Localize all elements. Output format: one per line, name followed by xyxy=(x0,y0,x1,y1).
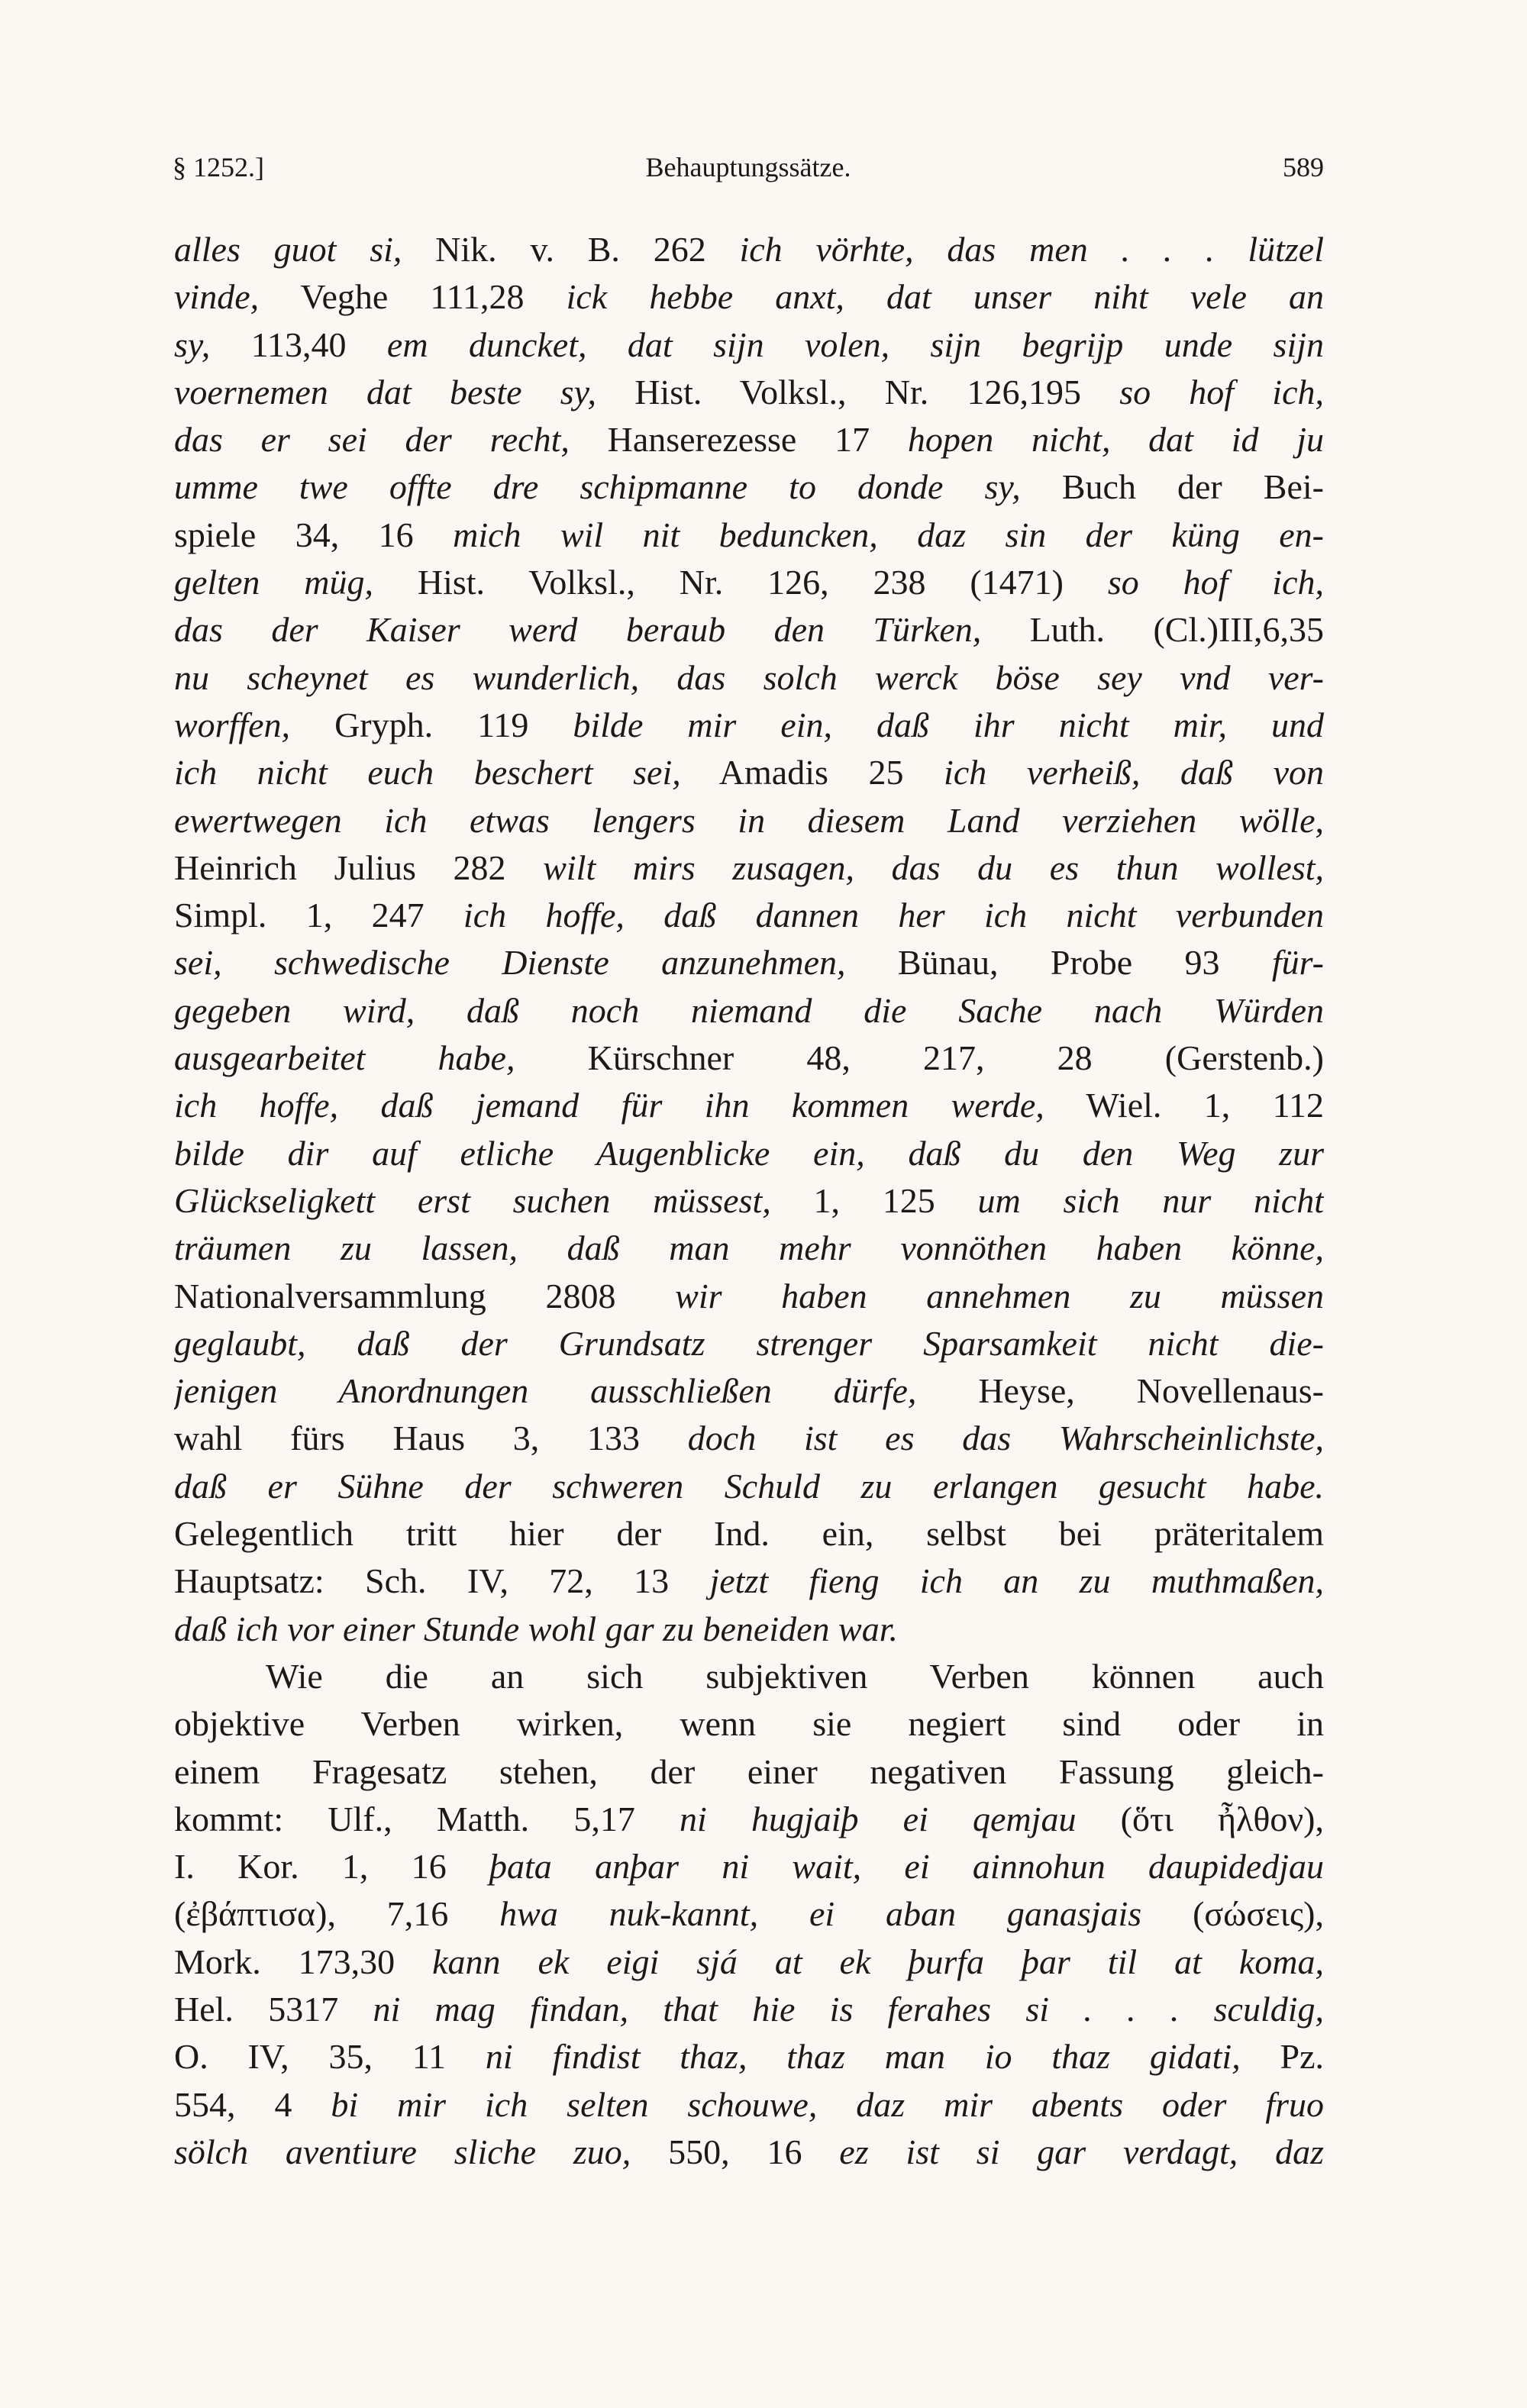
text-line xyxy=(174,987,1324,1035)
roman-text: Amadis 25 xyxy=(680,753,944,792)
italic-quotation: daß ich vor einer Stunde wohl gar zu beneiden war. xyxy=(174,1609,899,1648)
text-line xyxy=(174,1748,1324,1796)
italic-quotation: doch ist es das Wahrscheinlichste, xyxy=(687,1419,1324,1458)
roman-text: Gryph. 119 xyxy=(290,705,573,744)
roman-text: Kürschner 48, 217, 28 (Gerstenb.) xyxy=(515,1038,1324,1078)
text-line xyxy=(174,1700,1324,1748)
text-line xyxy=(174,1367,1324,1415)
roman-text: Pz. xyxy=(1240,2037,1324,2077)
roman-text: Nationalversammlung 2808 xyxy=(174,1276,676,1315)
roman-text: Hist. Volksl., Nr. 126,195 xyxy=(596,372,1120,412)
italic-quotation: ez ist si gar verdagt, daz xyxy=(839,2132,1324,2171)
roman-text: kommt: Ulf., Matth. 5,17 xyxy=(174,1799,680,1838)
roman-text: Bünau, Probe 93 xyxy=(845,943,1272,983)
italic-quotation: ewertwegen ich etwas lengers in diesem Land verziehen wölle, xyxy=(174,800,1324,840)
roman-text: Wie die an sich subjektiven Verben können auch xyxy=(266,1656,1324,1696)
roman-text: Hauptsatz: Sch. IV, 72, 13 xyxy=(174,1561,710,1601)
text-line xyxy=(174,1225,1324,1272)
roman-text: 554, 4 xyxy=(174,2084,331,2124)
body-text xyxy=(174,226,1324,2176)
text-line xyxy=(174,939,1324,986)
roman-text: Nik. v. B. 262 xyxy=(402,230,740,269)
roman-text: Hanserezesse 17 xyxy=(569,420,908,460)
running-title: Behauptungssätze. xyxy=(645,152,851,182)
italic-quotation: daß er Sühne der schweren Schuld zu erlangen gesucht habe. xyxy=(174,1466,1324,1506)
roman-text: Hel. 5317 xyxy=(174,1989,373,2029)
roman-text: einem Fragesatz stehen, der einer negativen Fassung gleich- xyxy=(174,1751,1324,1791)
text-line xyxy=(174,1557,1324,1605)
italic-quotation: worffen, xyxy=(174,705,291,744)
italic-quotation: träumen zu lassen, daß man mehr vonnöthen haben könne, xyxy=(174,1228,1324,1268)
italic-quotation: alles guot si, xyxy=(174,230,402,269)
text-line xyxy=(174,1890,1324,1938)
italic-quotation: Glückseligkett erst suchen müssest, xyxy=(174,1180,771,1220)
roman-text: (ἐβάπτισα), 7,16 xyxy=(174,1894,500,1934)
roman-text: Hist. Volksl., Nr. 126, 238 (1471) xyxy=(373,563,1108,602)
page-number: 589 xyxy=(1283,152,1324,182)
italic-quotation: bilde dir auf etliche Augenblicke ein, daß du den Weg zur xyxy=(174,1133,1324,1173)
italic-quotation: em duncket, dat sijn volen, sijn begrijp unde sijn xyxy=(386,324,1324,364)
italic-quotation: wilt mirs zusagen, das du es thun wollest, xyxy=(543,847,1324,887)
text-line xyxy=(174,1035,1324,1082)
text-line xyxy=(174,559,1324,606)
text-line xyxy=(174,606,1324,654)
roman-text: I. Kor. 1, 16 xyxy=(174,1847,490,1887)
text-line xyxy=(174,1273,1324,1320)
italic-quotation: gelten müg, xyxy=(174,563,373,602)
italic-quotation: nu scheynet es wunderlich, das solch werck böse sey vnd ver- xyxy=(174,657,1324,697)
italic-quotation: geglaubt, daß der Grundsatz strenger Sparsamkeit nicht die- xyxy=(174,1323,1324,1363)
italic-quotation: ich nicht euch beschert sei, xyxy=(174,753,681,792)
italic-quotation: jetzt fieng ich an zu muthmaßen, xyxy=(709,1561,1324,1601)
italic-quotation: das der Kaiser werd beraub den Türken, xyxy=(174,610,982,650)
italic-quotation: bi mir ich selten schouwe, daz mir abents oder fruo xyxy=(331,2084,1324,2124)
text-line xyxy=(174,2033,1324,2080)
italic-quotation: ich verheiß, daß von xyxy=(944,753,1324,792)
roman-text: 550, 16 xyxy=(631,2132,840,2171)
roman-text: wahl fürs Haus 3, 133 xyxy=(174,1419,688,1458)
roman-text: Veghe 111,28 xyxy=(259,277,567,317)
italic-quotation: ausgearbeitet habe, xyxy=(174,1038,515,1078)
text-line xyxy=(174,1938,1324,1986)
italic-quotation: hopen nicht, dat id ju xyxy=(907,420,1324,460)
text-line xyxy=(174,273,1324,321)
roman-text: Wiel. 1, 112 xyxy=(1044,1086,1324,1125)
text-line xyxy=(174,1130,1324,1177)
italic-quotation: für- xyxy=(1271,943,1324,983)
italic-quotation: um sich nur nicht xyxy=(977,1180,1324,1220)
italic-quotation: umme twe offte dre schipmanne to donde sy, xyxy=(174,467,1021,507)
italic-quotation: vinde, xyxy=(174,277,260,317)
italic-quotation: sölch aventiure sliche zuo, xyxy=(174,2132,631,2171)
text-line xyxy=(174,1415,1324,1462)
text-line xyxy=(174,1796,1324,1843)
italic-quotation: ich hoffe, daß dannen her ich nicht verbunden xyxy=(463,896,1324,935)
text-line xyxy=(174,1653,1324,1700)
italic-quotation: ick hebbe anxt, dat unser niht vele an xyxy=(566,277,1324,317)
text-line xyxy=(174,797,1324,844)
roman-text: (ὅτι ἦλθον), xyxy=(1076,1799,1324,1838)
text-line xyxy=(174,1177,1324,1225)
italic-quotation: das er sei der recht, xyxy=(174,420,570,460)
text-line xyxy=(174,702,1324,749)
italic-quotation: ni mag findan, that hie is ferahes si . . . sculdig, xyxy=(373,1989,1324,2029)
italic-quotation: ich vörhte, das men . . . lützel xyxy=(739,230,1324,269)
roman-text: Mork. 173,30 xyxy=(174,1942,433,1981)
text-line xyxy=(174,1986,1324,2033)
italic-quotation: gegeben wird, daß noch niemand die Sache nach Würden xyxy=(174,990,1324,1030)
text-line xyxy=(174,416,1324,463)
roman-text: O. IV, 35, 11 xyxy=(174,2037,486,2077)
italic-quotation: bilde mir ein, daß ihr nicht mir, und xyxy=(573,705,1324,744)
italic-quotation: voernemen dat beste sy, xyxy=(174,372,597,412)
roman-text: 1, 125 xyxy=(770,1180,978,1220)
text-line xyxy=(174,226,1324,273)
running-header xyxy=(173,151,1324,191)
roman-text: objektive Verben wirken, wenn sie negiert sind oder in xyxy=(174,1704,1324,1744)
text-line xyxy=(174,463,1324,511)
text-line xyxy=(174,749,1324,796)
text-line xyxy=(174,1510,1324,1557)
text-line xyxy=(174,1320,1324,1367)
roman-text: Simpl. 1, 247 xyxy=(174,896,463,935)
italic-quotation: so hof ich, xyxy=(1119,372,1324,412)
roman-text: spiele 34, 16 xyxy=(174,515,454,554)
italic-quotation: mich wil nit beduncken, daz sin der küng en- xyxy=(453,515,1324,554)
italic-quotation: so hof ich, xyxy=(1107,563,1324,602)
roman-text: Buch der Bei- xyxy=(1020,467,1324,507)
roman-text: Luth. (Cl.)III,6,35 xyxy=(981,610,1324,650)
italic-quotation: jenigen Anordnungen ausschließen dürfe, xyxy=(174,1371,917,1411)
text-line xyxy=(174,1463,1324,1510)
text-line xyxy=(174,1082,1324,1129)
roman-text: Heyse, Novellenaus- xyxy=(916,1371,1324,1411)
italic-quotation: ni findist thaz, thaz man io thaz gidati, xyxy=(485,2037,1241,2077)
italic-quotation: þata anþar ni wait, ei ainnohun daupidedjau xyxy=(489,1847,1324,1887)
italic-quotation: sei, schwedische Dienste anzunehmen, xyxy=(174,943,846,983)
text-line xyxy=(174,844,1324,892)
roman-text: Heinrich Julius 282 xyxy=(174,847,544,887)
text-line xyxy=(174,654,1324,702)
italic-quotation: sy, xyxy=(174,324,211,364)
italic-quotation: ich hoffe, daß jemand für ihn kommen werde, xyxy=(174,1086,1044,1125)
text-line xyxy=(174,2081,1324,2129)
text-line xyxy=(174,512,1324,559)
text-line xyxy=(174,321,1324,369)
text-line xyxy=(174,892,1324,939)
italic-quotation: hwa nuk-kannt, ei aban ganasjais xyxy=(499,1894,1142,1934)
section-marker: § 1252.] xyxy=(173,152,264,182)
text-line xyxy=(174,1606,1324,1653)
italic-quotation: kann ek eigi sjá at ek þurfa þar til at koma, xyxy=(432,1942,1324,1981)
roman-text: (σώσεις), xyxy=(1141,1894,1324,1934)
roman-text: 113,40 xyxy=(210,324,387,364)
text-line xyxy=(174,1843,1324,1890)
text-line xyxy=(174,2129,1324,2176)
italic-quotation: wir haben annehmen zu müssen xyxy=(675,1276,1324,1315)
italic-quotation: ni hugjaiþ ei qemjau xyxy=(680,1799,1077,1838)
text-line xyxy=(174,369,1324,416)
roman-text: Gelegentlich tritt hier der Ind. ein, selbst bei präteritalem xyxy=(174,1514,1324,1554)
